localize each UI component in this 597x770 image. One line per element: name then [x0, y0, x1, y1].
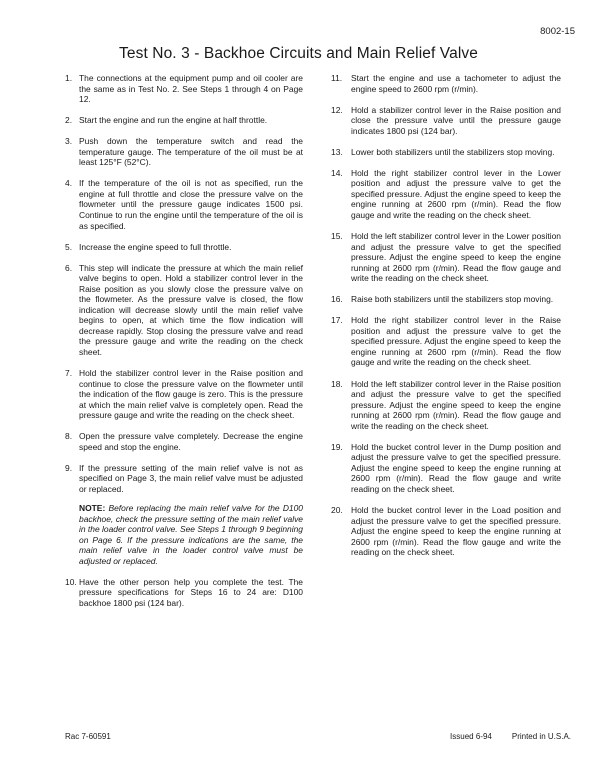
step-1: [65, 73, 303, 105]
step-number: 16.: [331, 294, 343, 305]
step-number: 18.: [331, 378, 343, 389]
step-number: 1.: [65, 73, 73, 83]
step-7: [65, 368, 303, 421]
footer-issued: Issued 6-94: [450, 732, 492, 741]
note-label: NOTE:: [79, 503, 106, 513]
step-number: 6.: [65, 262, 73, 273]
right-column: [331, 73, 561, 568]
step-number: 10.: [65, 576, 77, 587]
step-13: [331, 147, 561, 158]
step-text: Open the pressure valve completely. Decrease the engine speed and stop the engine.: [79, 431, 303, 452]
footer-printed: Printed in U.S.A.: [511, 732, 571, 741]
step-text: Push down the temperature switch and read the temperature gauge. The temperature of the oil must be at least 125°F (52°C).: [79, 136, 303, 168]
step-number: 8.: [65, 431, 73, 442]
step-2: [65, 115, 303, 126]
step-text: Hold a stabilizer control lever in the Raise position and close the pressure valve until the pressure gauge indicates 1800 psi (124 bar).: [351, 104, 561, 136]
step-6: [65, 263, 303, 358]
step-15: [331, 231, 561, 284]
footer-issue-info: [450, 732, 571, 741]
step-number: 9.: [65, 462, 73, 473]
step-text: Raise both stabilizers until the stabilizers stop moving.: [351, 294, 554, 305]
step-10: [65, 577, 303, 609]
page-title: Test No. 3 - Backhoe Circuits and Main Relief Valve: [119, 45, 478, 62]
step-text: Have the other person help you complete the test. The pressure specifications for Steps 16 to 24 are: D100 backhoe 1800 psi (124 bar).: [79, 576, 303, 608]
step-number: 13.: [331, 146, 343, 157]
step-text: Lower both stabilizers until the stabilizers stop moving.: [351, 146, 555, 157]
step-number: 15.: [331, 231, 343, 242]
footer-form-number: Rac 7-60591: [65, 732, 111, 741]
step-number: 12.: [331, 104, 343, 115]
step-text: If the temperature of the oil is not as specified, run the engine at full throttle and close the pressure valve on the flowmeter until the pressure gauge indicates 1500 psi. Continue to run the engine until the temperature of the oil is as specified.: [79, 178, 303, 231]
step-14: [331, 168, 561, 221]
step-number: 17.: [331, 315, 343, 326]
step-number: 11.: [331, 73, 343, 83]
step-text: Hold the left stabilizer control lever in the Raise position and adjust the pressure valve to get the specified pressure. Adjust the engine speed to keep the engine running at 2600 rpm (r/min). Read the flow gauge and write the reading on the check sheet.: [351, 378, 561, 431]
step-number: 5.: [65, 241, 73, 252]
step-18: [331, 379, 561, 432]
step-20: [331, 505, 561, 558]
step-17: [331, 315, 561, 368]
step-5: [65, 242, 303, 253]
step-3: [65, 136, 303, 168]
note: [79, 503, 303, 566]
step-text: This step will indicate the pressure at which the main relief valve begins to open. Hold a stabilizer control lever in the Raise position as you slowly close the pressure valve on the flowmeter. As the pressure valve is closed, the flow indication will decrease slowly until the main relief valve begins to open, at which time the flow indication will decrease rapidly. Stop closing the pressure valve and read the pressure gauge and write the reading on the check sheet.: [79, 262, 303, 357]
step-number: 20.: [331, 505, 343, 515]
step-number: 14.: [331, 167, 343, 178]
step-text: Start the engine and run the engine at half throttle.: [79, 115, 268, 126]
step-text: Hold the bucket control lever in the Load position and adjust the pressure valve to get the specified pressure. Adjust the engine speed to keep the engine running at 2600 rpm (r/min). Read the flow gauge and write the reading on the check sheet.: [351, 505, 561, 558]
step-number: 19.: [331, 441, 343, 452]
step-number: 4.: [65, 178, 73, 189]
step-16: [331, 294, 561, 305]
step-number: 2.: [65, 115, 73, 126]
step-19: [331, 442, 561, 495]
step-11: [331, 73, 561, 94]
step-text: Hold the stabilizer control lever in the Raise position and continue to close the pressure valve on the flowmeter until the indication of the flow gauge is zero. This is the pressure at which the main relief valve is completely open. Read the pressure gauge and write the reading on the check sheet.: [79, 368, 303, 421]
step-text: Hold the right stabilizer control lever in the Lower position and adjust the pressure valve to get the specified pressure. Adjust the engine speed to keep the engine running at 2600 rpm (r/min). Read the flow gauge and write the reading on the check sheet.: [351, 167, 561, 220]
step-text: Hold the bucket control lever in the Dump position and adjust the pressure valve to get the specified pressure. Adjust the engine speed to keep the engine running at 2600 rpm (r/min). Read the flow gauge and write reading on the check sheet.: [351, 441, 561, 494]
step-text: The connections at the equipment pump and oil cooler are the same as in Test No. 2. See Steps 1 through 4 on Page 12.: [79, 73, 303, 105]
step-text: Increase the engine speed to full throttle.: [79, 241, 232, 252]
step-text: Start the engine and use a tachometer to adjust the engine speed to 2600 rpm (r/min).: [351, 73, 561, 94]
step-text: If the pressure setting of the main relief valve is not as specified on Page 3, the main relief valve must be adjusted or replaced.: [79, 462, 303, 494]
step-12: [331, 105, 561, 137]
step-text: Hold the right stabilizer control lever in the Raise position and adjust the pressure valve to get the specified pressure. Adjust the engine speed to keep the engine running at 2600 rpm (r/min). Read the flow gauge and write the reading on the check sheet.: [351, 315, 561, 368]
note-text: Before replacing the main relief valve for the D100 backhoe, check the pressure setting of the main relief valve in the loader control valve. See Steps 1 through 9 beginning on Page 6. If the pressure indications are the same, the main relief valve in the loader control valve must be adjusted or replaced.: [79, 503, 303, 566]
step-text: Hold the left stabilizer control lever in the Lower position and adjust the pressure valve to get the specified pressure. Adjust the engine speed to keep the engine running at 2600 rpm (r/min). Read the flow gauge and write the reading on the check sheet.: [351, 231, 561, 284]
step-number: 7.: [65, 368, 73, 379]
page-number: 8002-15: [540, 26, 575, 37]
step-number: 3.: [65, 136, 73, 147]
step-9: [65, 463, 303, 495]
left-column: [65, 73, 303, 619]
step-4: [65, 178, 303, 231]
step-8: [65, 431, 303, 452]
